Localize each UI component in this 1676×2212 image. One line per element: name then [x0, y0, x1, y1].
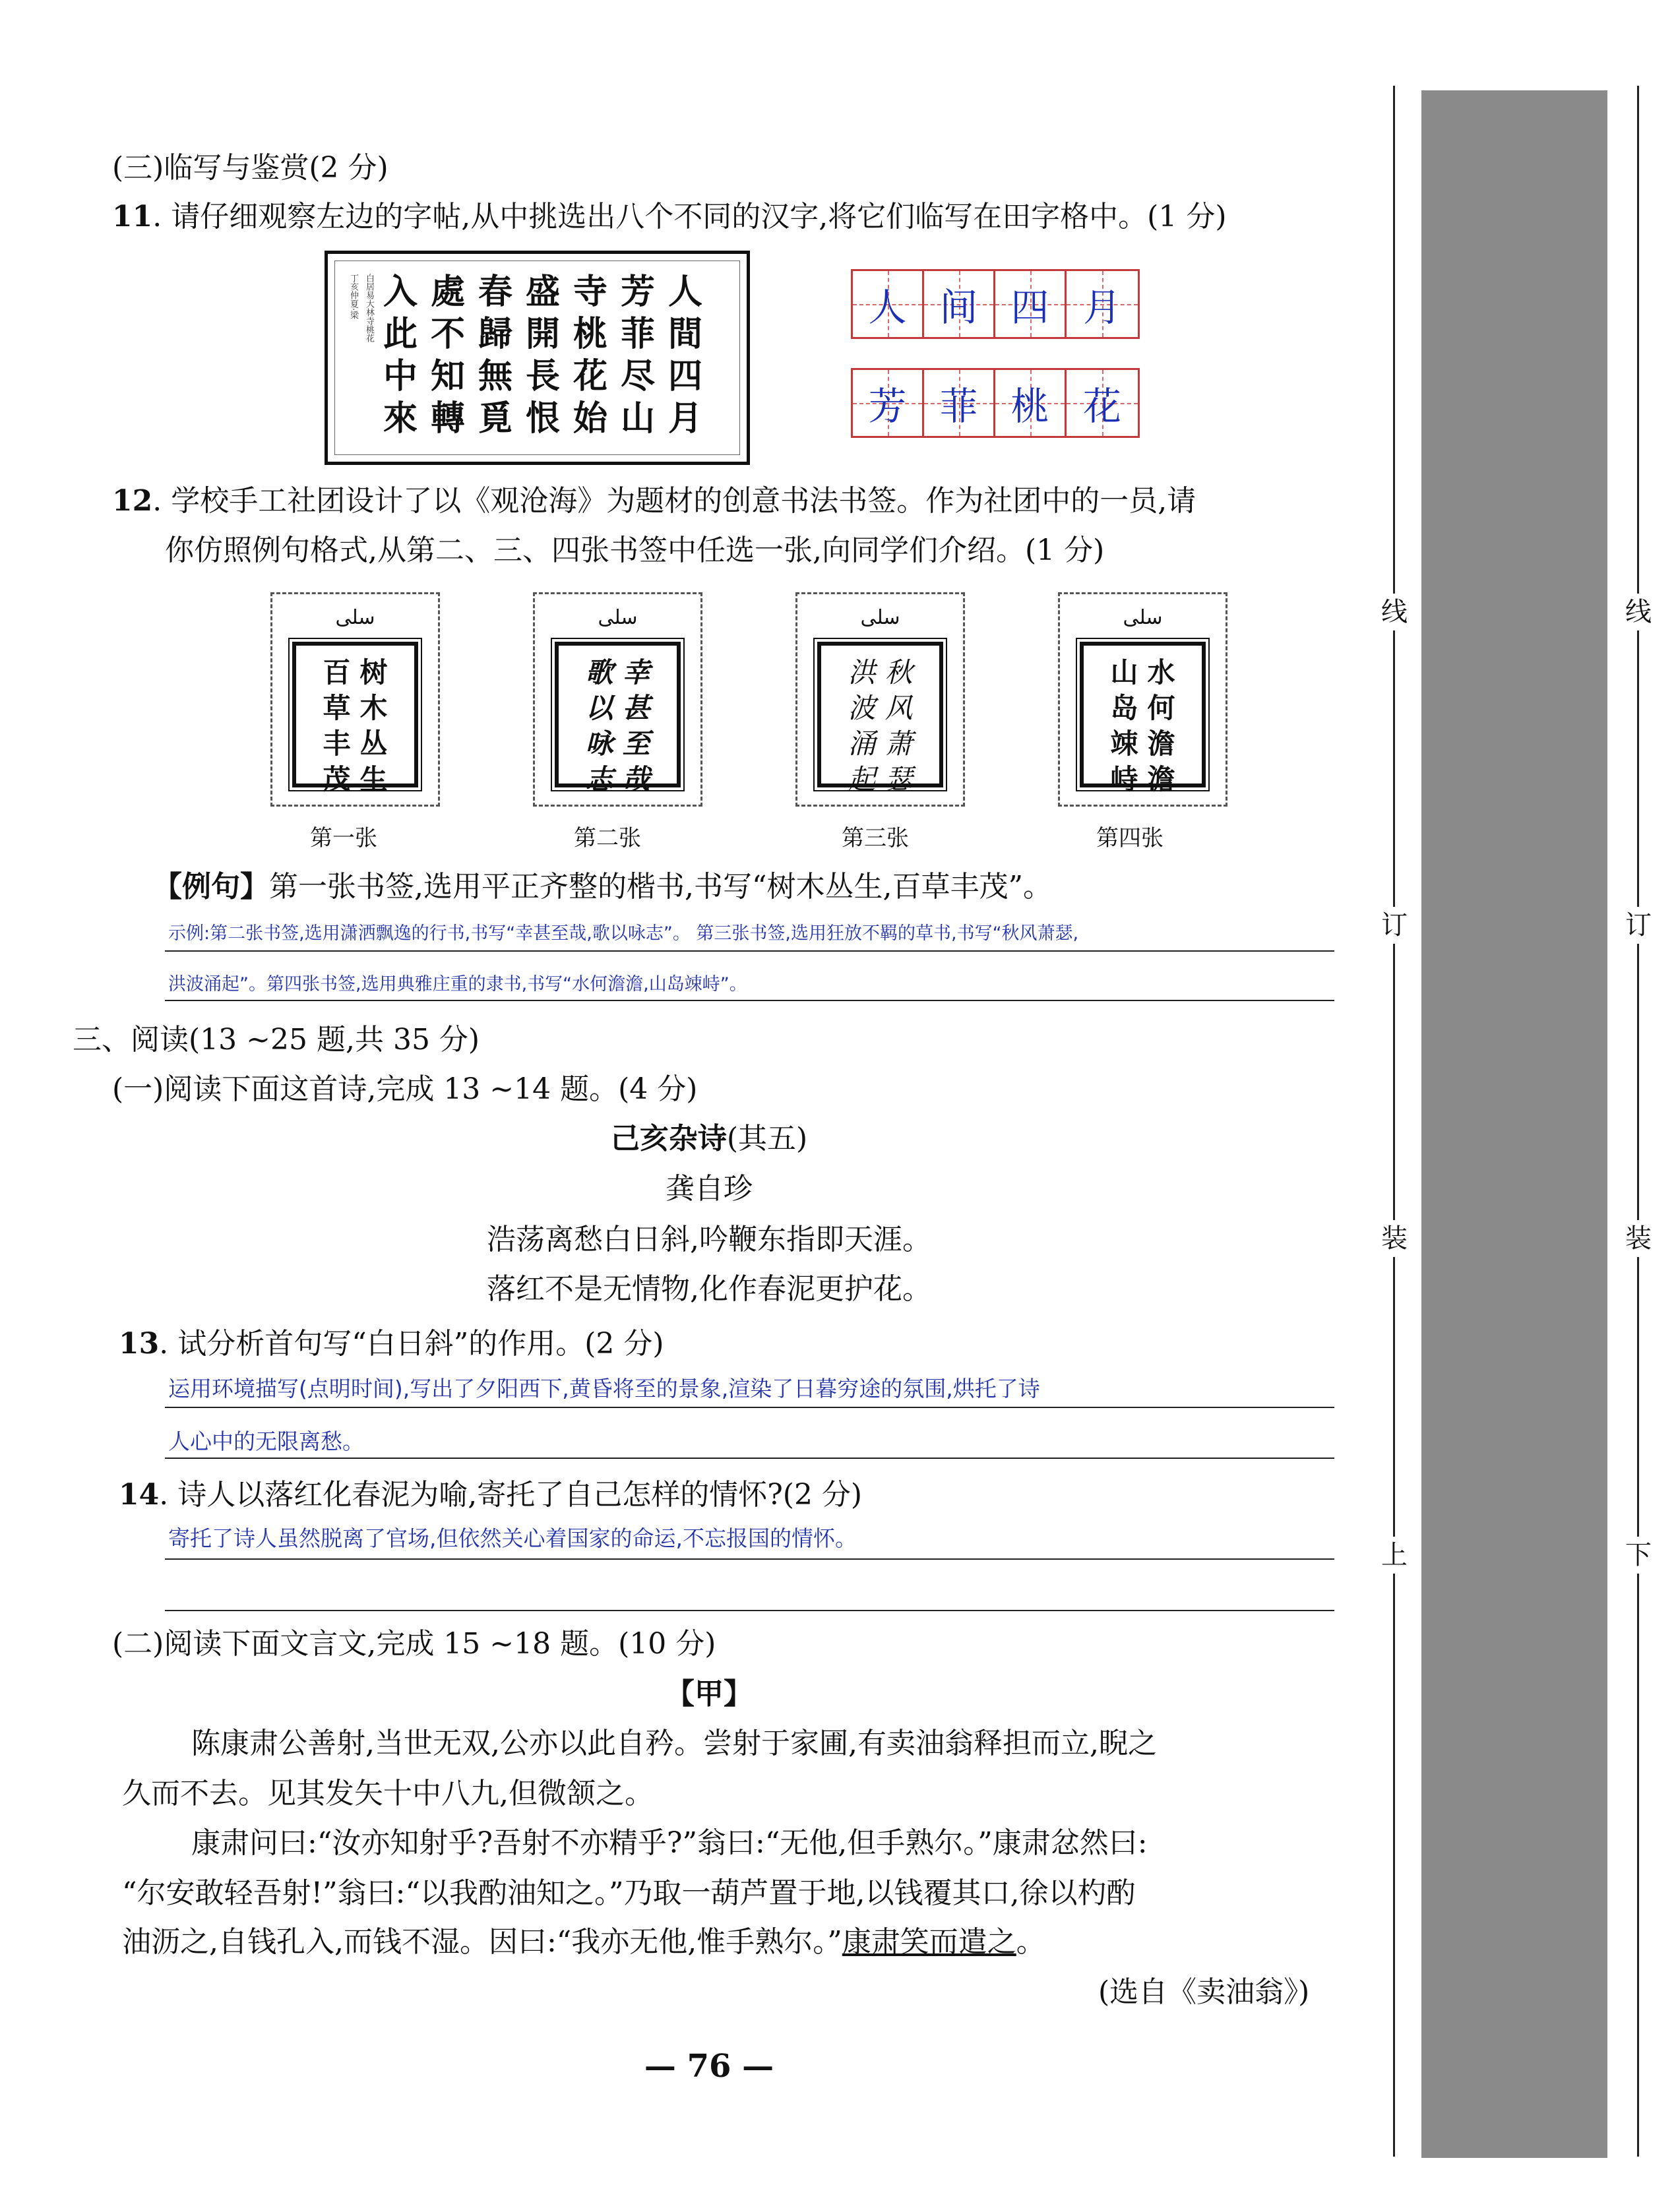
tassel-icon: ﺳﻠﯽ [860, 606, 900, 629]
poem-line-2: 落红不是无情物,化作春泥更护花。 [487, 1272, 931, 1306]
tianzige-cell[interactable]: 人 [853, 271, 924, 337]
poem-author: 龚自珍 [666, 1172, 753, 1206]
copybook-column: 人 間 四 月 [667, 272, 702, 439]
question-number: 11 [112, 200, 153, 233]
binding-mark: 线 [1625, 594, 1652, 630]
bookmark-caption: 第四张 [1096, 825, 1164, 851]
answer-rule [165, 1458, 1334, 1459]
tianzige-cell[interactable]: 菲 [924, 370, 995, 436]
answer-rule [165, 950, 1334, 952]
copybook-column: 寺 桃 花 始 [573, 272, 607, 439]
binding-mark: 订 [1625, 907, 1652, 944]
poem-subtitle: (其五) [726, 1122, 808, 1155]
answer-rule [165, 1610, 1334, 1611]
bookmark-2: ﺳﻠﯽ 歌 以 咏 志 幸 甚 至 哉 [533, 592, 702, 807]
part2-intro: (二)阅读下面文言文,完成 15 ~18 题。(10 分) [112, 1627, 716, 1661]
copybook-column: 入 此 中 來 [383, 272, 418, 439]
poem-title: 己亥杂诗 [610, 1122, 727, 1155]
tianzige-cell[interactable]: 四 [995, 271, 1067, 337]
section-heading-copying: (三)临写与鉴赏(2 分) [112, 151, 388, 185]
bookmark-caption: 第三张 [842, 825, 909, 851]
question-text: . 诗人以落红化春泥为喻,寄托了自己怎样的情怀?(2 分) [159, 1478, 863, 1512]
example-sentence [153, 869, 1052, 905]
example-label: 【例句】 [153, 870, 269, 904]
answer-rule [165, 1407, 1334, 1408]
underlined-phrase: 康肃笑而遣之 [842, 1925, 1016, 1959]
binding-mark: 订 [1381, 907, 1408, 944]
bookmark-1: ﺳﻠﯽ 百 草 丰 茂 树 木 丛 生 [270, 592, 440, 807]
page-number: — 76 — [644, 2048, 774, 2085]
binding-mark: 装 [1625, 1220, 1652, 1257]
passage-line: 陈康肃公善射,当世无双,公亦以此自矜。尝射于家圃,有卖油翁释担而立,睨之 [191, 1727, 1157, 1760]
answer-rule [165, 1558, 1334, 1560]
question-11 [112, 199, 1227, 235]
answer-rule [165, 1000, 1334, 1001]
poem-line-1: 浩荡离愁白日斜,吟鞭东指即天涯。 [487, 1223, 931, 1256]
copybook-inscription: 丁亥仲夏·梁 [348, 274, 358, 320]
question-13 [119, 1326, 664, 1362]
question-number: 14 [119, 1478, 160, 1512]
passage-line: 康肃问曰:“汝亦知射乎?吾射不亦精乎?”翁曰:“无他,但手熟尔。”康肃忿然曰: [191, 1826, 1148, 1860]
bookmark-caption: 第二张 [574, 825, 641, 851]
passage-label: 【甲】 [666, 1677, 753, 1711]
bookmark-3: ﺳﻠﯽ 洪 波 涌 起 秋 风 萧 瑟 [795, 592, 965, 807]
example-text: 第一张书签,选用平正齐整的楷书,书写“树木丛生,百草丰茂”。 [269, 870, 1052, 904]
section-heading-reading: 三、阅读(13 ~25 题,共 35 分) [73, 1023, 480, 1057]
passage-source: (选自《卖油翁》) [1098, 1975, 1310, 2009]
tianzige-row-2[interactable] [851, 368, 1140, 438]
copybook-inscription: 白居易大林寺桃花 [364, 274, 374, 342]
passage-line: 久而不去。见其发矢十中八九,但微颔之。 [122, 1777, 654, 1810]
question-number: 12 [112, 484, 153, 518]
part1-intro: (一)阅读下面这首诗,完成 13 ~14 题。(4 分) [112, 1072, 698, 1106]
copybook-column: 盛 開 長 恨 [525, 272, 560, 439]
bookmark-caption: 第一张 [310, 825, 377, 851]
tassel-icon: ﺳﻠﯽ [335, 606, 375, 629]
poem-title-line [0, 1121, 1418, 1157]
binding-mark: 下 [1625, 1537, 1652, 1574]
tianzige-cell[interactable]: 间 [924, 271, 995, 337]
tianzige-cell[interactable]: 桃 [995, 370, 1067, 436]
answer-13-line1: 运用环境描写(点明时间),写出了夕阳西下,黄昏将至的景象,渲染了日暮穷途的氛围,烘托了诗 [168, 1376, 1040, 1401]
answer-14-line1: 寄托了诗人虽然脱离了官场,但依然关心着国家的命运,不忘报国的情怀。 [168, 1525, 857, 1551]
binding-line-left [1393, 86, 1395, 2157]
tianzige-cell[interactable]: 月 [1067, 271, 1138, 337]
tianzige-cell[interactable]: 芳 [853, 370, 924, 436]
question-text: . 试分析首句写“白日斜”的作用。(2 分) [159, 1327, 664, 1361]
copybook-column: 芳 菲 尽 山 [620, 272, 655, 439]
answer-12-line1: 示例:第二张书签,选用潇洒飘逸的行书,书写“幸甚至哉,歌以咏志”。 第三张书签,选用狂放不羁的草书,书写“秋风萧瑟, [168, 923, 1079, 944]
binding-line-right [1637, 86, 1639, 2157]
question-14 [119, 1477, 862, 1513]
binding-mark: 线 [1381, 594, 1408, 630]
answer-13-line2: 人心中的无限离愁。 [168, 1429, 364, 1454]
tianzige-row-1[interactable] [851, 269, 1140, 339]
binding-mark: 上 [1381, 1537, 1408, 1574]
binding-margin [1421, 90, 1607, 2158]
passage-line: 油沥之,自钱孔入,而钱不湿。因曰:“我亦无他,惟手熟尔。”康肃笑而遣之。 [122, 1925, 1045, 1959]
binding-mark: 装 [1381, 1220, 1408, 1257]
tassel-icon: ﺳﻠﯽ [1123, 606, 1163, 629]
passage-line: “尔安敢轻吾射!”翁曰:“以我酌油知之。”乃取一葫芦置于地,以钱覆其口,徐以杓酌 [122, 1876, 1136, 1910]
tassel-icon: ﺳﻠﯽ [598, 606, 638, 629]
bookmark-4: ﺳﻠﯽ 山 岛 竦 峙 水 何 澹 澹 [1058, 592, 1227, 807]
answer-12-line2: 洪波涌起”。第四张书签,选用典雅庄重的隶书,书写“水何澹澹,山岛竦峙”。 [168, 974, 747, 995]
tianzige-cell[interactable]: 花 [1067, 370, 1138, 436]
calligraphy-copybook [325, 251, 750, 465]
copybook-column: 春 歸 無 覓 [478, 272, 512, 439]
question-12-line2: 你仿照例句格式,从第二、三、四张书签中任选一张,向同学们介绍。(1 分) [165, 534, 1105, 567]
question-text: . 请仔细观察左边的字帖,从中挑选出八个不同的汉字,将它们临写在田字格中。(1 分) [152, 200, 1227, 233]
question-number: 13 [119, 1327, 160, 1361]
question-text: . 学校手工社团设计了以《观沧海》为题材的创意书法书签。作为社团中的一员,请 [152, 484, 1196, 518]
question-12 [112, 483, 1196, 519]
copybook-column: 處 不 知 轉 [430, 272, 465, 439]
